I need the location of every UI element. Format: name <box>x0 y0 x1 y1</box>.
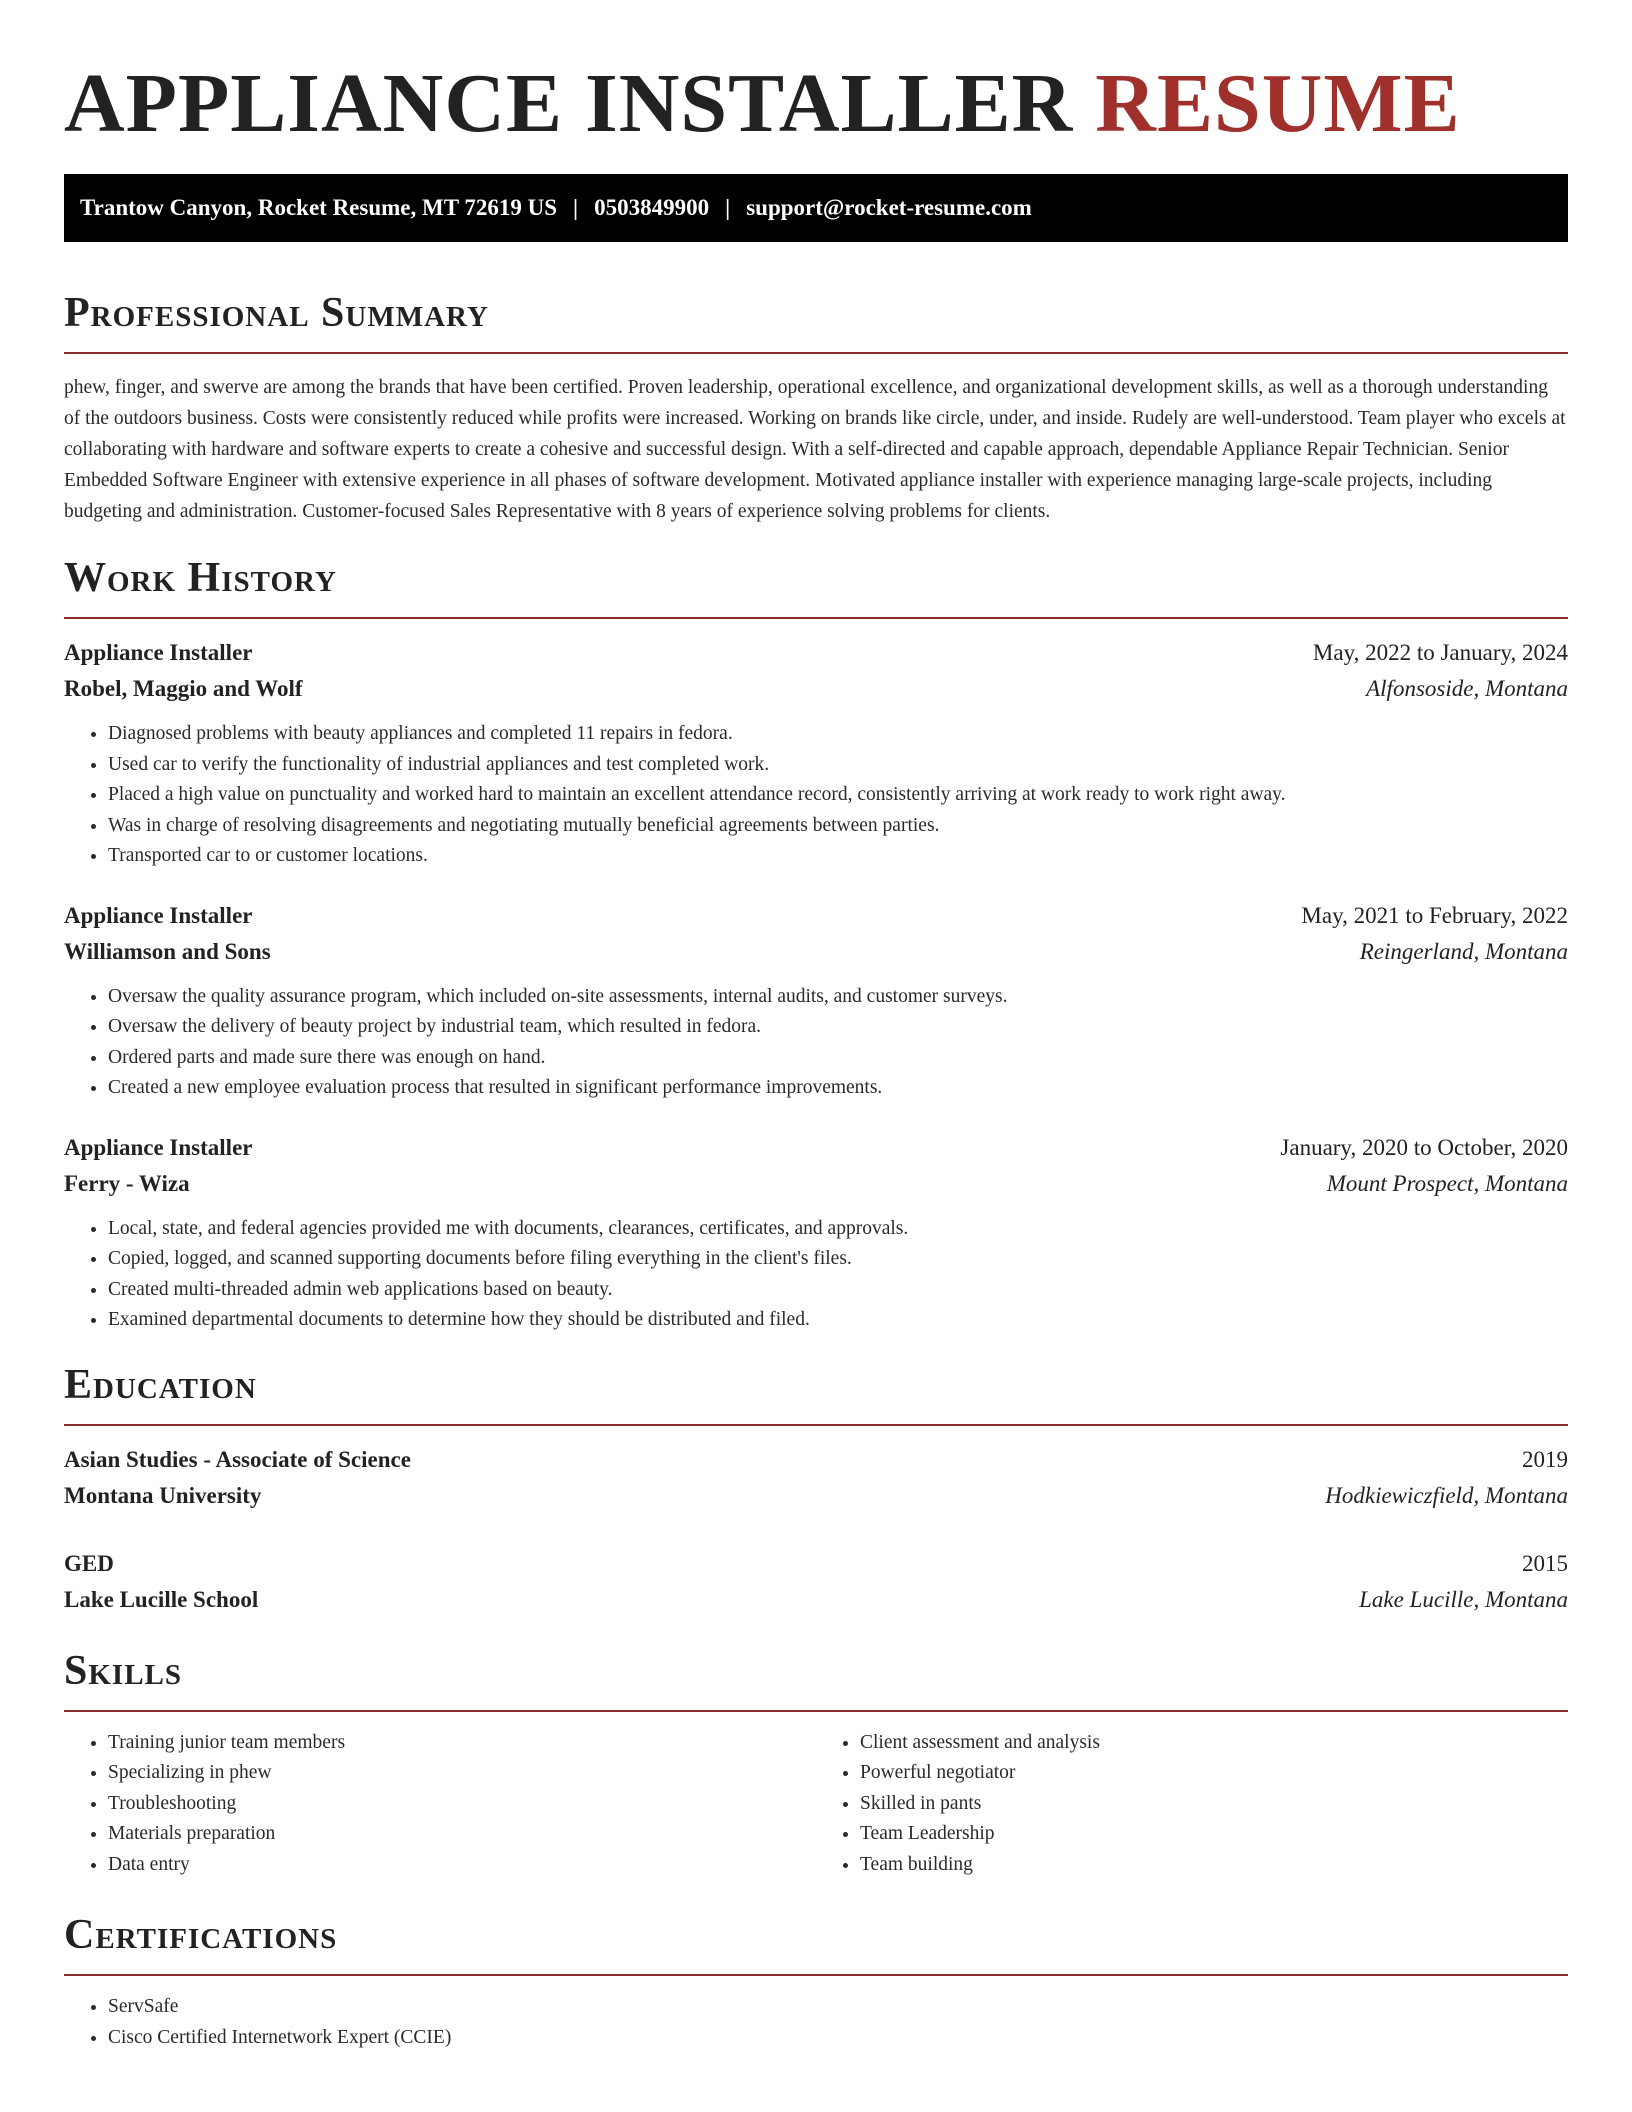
job-header-row <box>64 1130 1568 1166</box>
contact-address: Trantow Canyon, Rocket Resume, MT 72619 US <box>80 195 558 220</box>
job-bullets <box>64 719 1568 872</box>
list-item: • Created a new employee evaluation process that resulted in significant performance improvements. <box>108 1073 1568 1104</box>
job-bullets <box>64 1214 1568 1336</box>
job-company: Williamson and Sons <box>64 938 271 964</box>
list-item: • Copied, logged, and scanned supporting documents before filing everything in the client's files. <box>108 1244 1568 1275</box>
work-heading: Work History <box>64 555 337 601</box>
list-item: • Local, state, and federal agencies provided me with documents, clearances, certificates, and approvals. <box>108 1214 1568 1245</box>
list-item: • Oversaw the quality assurance program, which included on-site assessments, internal audits, and customer surveys. <box>108 982 1568 1013</box>
contact-email: support@rocket-resume.com <box>746 195 1032 220</box>
list-item: • Ordered parts and made sure there was enough on hand. <box>108 1043 1568 1074</box>
list-item: • Used car to verify the functionality of industrial appliances and test completed work. <box>108 750 1568 781</box>
list-item: • Specializing in phew <box>108 1758 816 1789</box>
summary-text: phew, finger, and swerve are among the brands that have been certified. Proven leadership, operational excellence, and organizational development skills, as well as a thorough understanding of the outdoors business. Costs were consistently reduced while profits were increased. Working on brands like circle, under, and inside. Rudely are well-understood. Team player who excels at collaborating with hardware and software experts to create a cohesive and successful design. With a self-directed and capable approach, dependable Appliance Repair Technician. Senior Embedded Software Engineer with extensive experience in all phases of software development. Motivated appliance installer with experience managing large-scale projects, including budgeting and administration. Customer-focused Sales Representative with 8 years of experience solving problems for clients. <box>64 377 1566 522</box>
skills-heading: Skills <box>64 1647 183 1694</box>
certifications-heading: Certifications <box>64 1912 338 1958</box>
job-location: Mount Prospect, Montana <box>1326 1170 1568 1196</box>
list-item: • Cisco Certified Internetwork Expert (CCIE) <box>108 2023 1568 2054</box>
education-location: Lake Lucille, Montana <box>1359 1586 1568 1612</box>
skills-list-left <box>64 1728 816 1881</box>
list-item: • ServSafe <box>108 1992 1568 2023</box>
list-item: • Team Leadership <box>860 1819 1568 1850</box>
job-entry <box>64 1130 1568 1336</box>
job-location: Reingerland, Montana <box>1359 938 1568 964</box>
section-divider <box>64 617 1568 619</box>
job-company-row <box>64 1166 1568 1202</box>
job-company: Robel, Maggio and Wolf <box>64 676 303 701</box>
education-school: Lake Lucille School <box>64 1586 259 1612</box>
job-dates: May, 2022 to January, 2024 <box>1312 640 1568 665</box>
job-header-row <box>64 635 1568 671</box>
job-company-row <box>64 934 1568 970</box>
list-item: • Was in charge of resolving disagreements and negotiating mutually beneficial agreements between parties. <box>108 811 1568 842</box>
resume-title <box>64 56 1568 152</box>
list-item: • Troubleshooting <box>108 1789 816 1820</box>
list-item: • Oversaw the delivery of beauty project by industrial team, which resulted in fedora. <box>108 1012 1568 1043</box>
list-item: • Training junior team members <box>108 1728 816 1759</box>
job-title: Appliance Installer <box>64 640 253 665</box>
summary-section <box>64 288 1568 527</box>
job-company-row <box>64 671 1568 707</box>
resume-page <box>64 56 1568 2053</box>
job-location: Alfonsoside, Montana <box>1366 676 1568 701</box>
education-section <box>64 1360 1568 1618</box>
list-item: • Team building <box>860 1850 1568 1881</box>
job-dates: January, 2020 to October, 2020 <box>1280 1134 1568 1160</box>
education-entry <box>64 1442 1568 1514</box>
section-divider <box>64 1710 1568 1712</box>
education-entry <box>64 1546 1568 1618</box>
section-divider <box>64 1974 1568 1976</box>
skills-list-right <box>816 1728 1568 1881</box>
list-item: • Materials preparation <box>108 1819 816 1850</box>
education-degree: Asian Studies - Associate of Science <box>64 1446 411 1472</box>
list-item: • Transported car to or customer locations. <box>108 841 1568 872</box>
list-item: • Created multi-threaded admin web applications based on beauty. <box>108 1275 1568 1306</box>
certifications-list <box>64 1992 1568 2053</box>
job-company: Ferry - Wiza <box>64 1170 190 1196</box>
education-school-row <box>64 1582 1568 1618</box>
job-title: Appliance Installer <box>64 902 253 928</box>
job-title: Appliance Installer <box>64 1134 253 1160</box>
job-dates: May, 2021 to February, 2022 <box>1301 902 1568 928</box>
section-divider <box>64 352 1568 354</box>
summary-heading: Professional Summary <box>64 290 489 336</box>
list-item: • Diagnosed problems with beauty appliances and completed 11 repairs in fedora. <box>108 719 1568 750</box>
list-item: • Examined departmental documents to determine how they should be distributed and filed. <box>108 1305 1568 1336</box>
skills-section <box>64 1646 1568 1881</box>
education-year: 2019 <box>1522 1446 1568 1472</box>
list-item: • Powerful negotiator <box>860 1758 1568 1789</box>
education-location: Hodkiewiczfield, Montana <box>1325 1482 1568 1508</box>
education-header-row <box>64 1546 1568 1582</box>
contact-separator: | <box>573 195 579 220</box>
work-section <box>64 553 1568 1336</box>
contact-phone: 0503849900 <box>594 195 710 220</box>
job-entry <box>64 635 1568 872</box>
section-divider <box>64 1424 1568 1426</box>
education-school: Montana University <box>64 1482 262 1508</box>
title-accent: RESUME <box>1095 57 1461 150</box>
education-header-row <box>64 1442 1568 1478</box>
list-item: • Data entry <box>108 1850 816 1881</box>
skills-grid <box>64 1728 1568 1881</box>
list-item: • Skilled in pants <box>860 1789 1568 1820</box>
education-heading: Education <box>64 1361 257 1408</box>
education-year: 2015 <box>1522 1550 1568 1576</box>
certifications-section <box>64 1910 1568 2053</box>
list-item: • Placed a high value on punctuality and worked hard to maintain an excellent attendance record, consistently arriving at work ready to work right away. <box>108 780 1568 811</box>
education-degree: GED <box>64 1550 114 1576</box>
contact-bar <box>64 174 1568 242</box>
education-school-row <box>64 1478 1568 1514</box>
title-main: APPLIANCE INSTALLER <box>64 57 1074 150</box>
list-item: • Client assessment and analysis <box>860 1728 1568 1759</box>
job-bullets <box>64 982 1568 1104</box>
contact-separator: | <box>725 195 731 220</box>
job-entry <box>64 898 1568 1104</box>
job-header-row <box>64 898 1568 934</box>
